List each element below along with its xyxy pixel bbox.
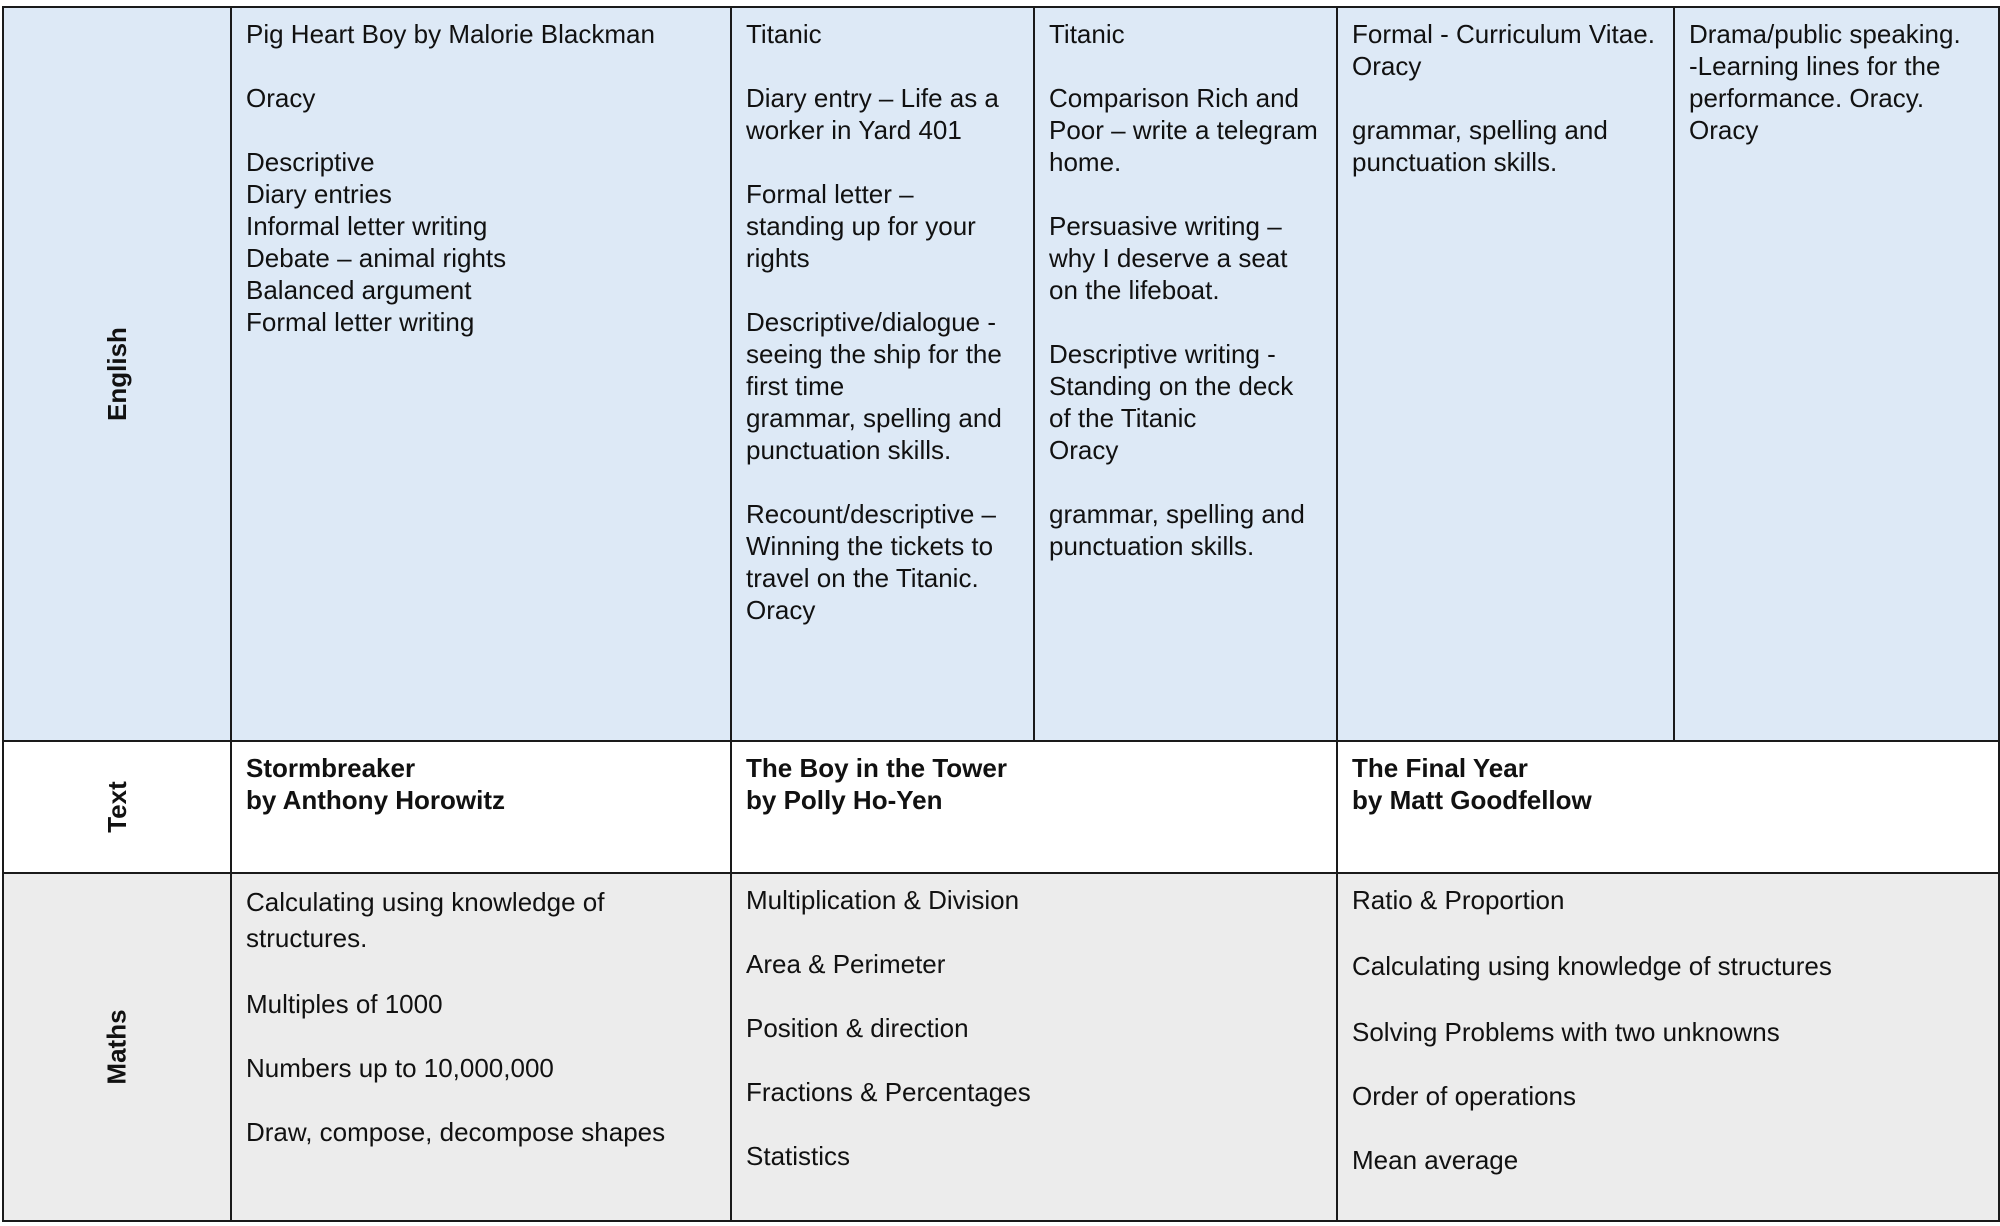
content-line: grammar, spelling and punctuation skills. xyxy=(1049,499,1313,561)
maths-topic: Statistics xyxy=(746,1141,851,1171)
english-cell-4 xyxy=(1337,7,1674,741)
maths-topic: Order of operations xyxy=(1352,1081,1577,1111)
content-line: Descriptive xyxy=(246,147,375,177)
content-line: Formal - Curriculum Vitae. xyxy=(1352,19,1655,49)
line-gap xyxy=(246,114,716,146)
maths-cell-1 xyxy=(231,873,731,1221)
content-line: Debate – animal rights xyxy=(246,243,507,273)
english-cell-3 xyxy=(1034,7,1337,741)
maths-label: Maths xyxy=(102,1009,132,1085)
text-cell-2 xyxy=(731,741,1337,873)
curriculum-table xyxy=(2,6,2000,1222)
maths-cell-2 xyxy=(731,873,1337,1221)
content-line: Titanic xyxy=(1049,19,1125,49)
book-author: by Polly Ho-Yen xyxy=(746,785,943,815)
line-gap xyxy=(1049,306,1322,338)
content-line: Oracy xyxy=(746,595,816,625)
maths-topic: Draw, compose, decompose shapes xyxy=(246,1117,666,1147)
book-title: The Boy in the Tower xyxy=(746,753,1007,783)
content-line: Persuasive writing – why I deserve a seat on the lifeboat. xyxy=(1049,211,1295,305)
maths-topic: Numbers up to 10,000,000 xyxy=(246,1053,554,1083)
content-line: Oracy xyxy=(1689,115,1759,145)
content-line: Descriptive/dialogue - seeing the ship for the first time xyxy=(746,307,1010,401)
content-line: Informal letter writing xyxy=(246,211,488,241)
content-line: Descriptive writing - Standing on the deck of the Titanic xyxy=(1049,339,1301,433)
maths-topic: Multiplication & Division xyxy=(746,885,1020,915)
text-cell-1 xyxy=(231,741,731,873)
content-line: Oracy xyxy=(1049,435,1119,465)
maths-topic: Ratio & Proportion xyxy=(1352,885,1565,915)
maths-topic: Area & Perimeter xyxy=(746,949,946,979)
content-line: Oracy xyxy=(1352,51,1422,81)
english-cell-2 xyxy=(731,7,1034,741)
maths-cell-3 xyxy=(1337,873,1999,1221)
content-line: Formal letter writing xyxy=(246,307,475,337)
maths-row-header xyxy=(3,873,231,1221)
text-cell-3 xyxy=(1337,741,1999,873)
maths-row xyxy=(3,873,1999,1221)
content-line: Formal letter – standing up for your rights xyxy=(746,179,984,273)
text-label: Text xyxy=(102,781,132,833)
book-title: The Final Year xyxy=(1352,753,1528,783)
content-line: Diary entry – Life as a worker in Yard 401 xyxy=(746,83,1007,145)
line-gap xyxy=(746,50,1019,82)
maths-topic: Calculating using knowledge of structures xyxy=(1352,951,1832,981)
english-cell-5 xyxy=(1674,7,1999,741)
line-gap xyxy=(1352,82,1659,114)
maths-topic: Calculating using knowledge of structures. xyxy=(246,887,605,953)
maths-topic: Fractions & Percentages xyxy=(746,1077,1031,1107)
book-author: by Anthony Horowitz xyxy=(246,785,506,815)
content-line: Balanced argument xyxy=(246,275,472,305)
line-gap xyxy=(746,274,1019,306)
line-gap xyxy=(1049,466,1322,498)
content-line: Recount/descriptive – Winning the tickets to travel on the Titanic. xyxy=(746,499,1004,593)
maths-topic: Position & direction xyxy=(746,1013,969,1043)
content-line: Comparison Rich and Poor – write a telegram home. xyxy=(1049,83,1326,177)
text-row-header xyxy=(3,741,231,873)
english-cell-1 xyxy=(231,7,731,741)
line-gap xyxy=(1049,178,1322,210)
english-label: English xyxy=(102,327,132,421)
content-line: grammar, spelling and punctuation skills. xyxy=(746,403,1010,465)
english-row-header xyxy=(3,7,231,741)
content-line: Pig Heart Boy by Malorie Blackman xyxy=(246,19,655,49)
text-row xyxy=(3,741,1999,873)
book-title: Stormbreaker xyxy=(246,753,416,783)
content-line: grammar, spelling and punctuation skills. xyxy=(1352,115,1616,177)
english-row xyxy=(3,7,1999,741)
line-gap xyxy=(246,50,716,82)
content-line: Oracy xyxy=(246,83,316,113)
content-line: Diary entries xyxy=(246,179,392,209)
maths-topic: Solving Problems with two unknowns xyxy=(1352,1017,1780,1047)
content-line: Drama/public speaking. xyxy=(1689,19,1961,49)
line-gap xyxy=(746,146,1019,178)
maths-topic: Mean average xyxy=(1352,1145,1519,1175)
maths-topic: Multiples of 1000 xyxy=(246,989,443,1019)
content-line: -Learning lines for the performance. Oracy. xyxy=(1689,51,1948,113)
line-gap xyxy=(746,466,1019,498)
content-line: Titanic xyxy=(746,19,822,49)
line-gap xyxy=(1049,50,1322,82)
book-author: by Matt Goodfellow xyxy=(1352,785,1592,815)
